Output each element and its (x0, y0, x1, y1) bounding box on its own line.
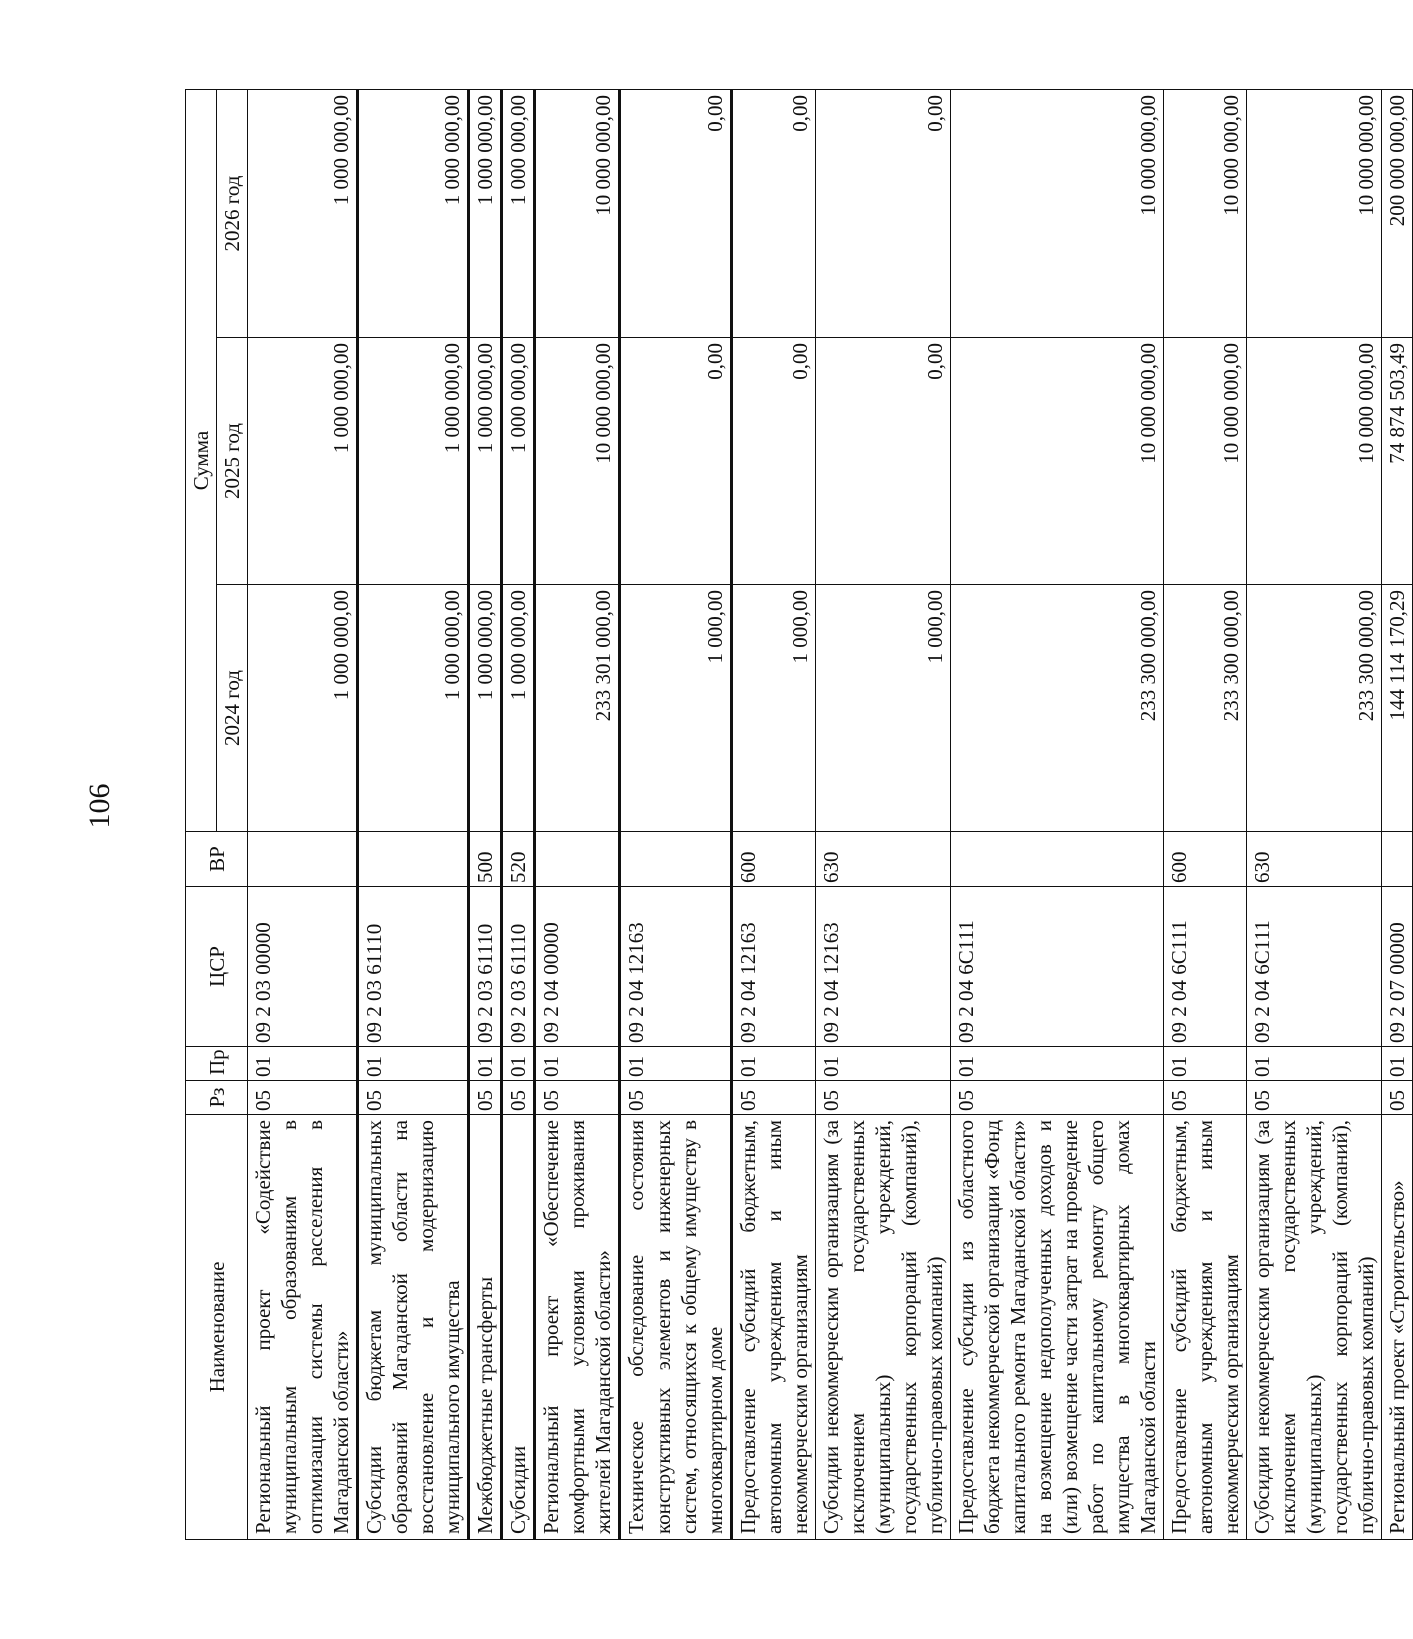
row-2025: 1 000 000,00 (358, 338, 469, 585)
row-vr: 500 (469, 832, 502, 887)
header-name: Наименование (186, 1115, 248, 1540)
row-rz: 05 (1247, 1081, 1382, 1115)
row-2024: 233 300 000,00 (1164, 585, 1247, 832)
row-2024: 144 114 170,29 (1382, 585, 1413, 832)
row-vr (358, 832, 469, 887)
row-csr: 09 2 04 12163 (620, 887, 731, 1047)
row-2024: 1 000,00 (731, 585, 815, 832)
row-name: Межбюджетные трансферты (469, 1115, 502, 1540)
row-csr: 09 2 04 6С111 (950, 887, 1163, 1047)
table-row (248, 89, 358, 1539)
row-pr: 01 (248, 1047, 358, 1081)
row-rz: 05 (469, 1081, 502, 1115)
page-number: 106 (83, 783, 116, 829)
table-row (1247, 89, 1382, 1539)
budget-table-container (185, 90, 1410, 1540)
row-rz: 05 (815, 1081, 950, 1115)
row-rz: 05 (731, 1081, 815, 1115)
row-csr: 09 2 04 00000 (535, 887, 620, 1047)
row-2026: 1 000 000,00 (469, 89, 502, 337)
row-pr: 01 (1247, 1047, 1382, 1081)
budget-table (185, 89, 1413, 1540)
row-2024: 1 000 000,00 (248, 585, 358, 832)
row-name: Субсидии некоммерческим организациям (за исключением государственных (муниципальных) учреждений, государственных корпораций (компаний), публично-правовых компаний) (815, 1115, 950, 1540)
row-2025: 10 000 000,00 (535, 338, 620, 585)
row-pr: 01 (815, 1047, 950, 1081)
row-2026: 0,00 (620, 89, 731, 337)
row-rz: 05 (535, 1081, 620, 1115)
row-vr: 630 (815, 832, 950, 887)
row-2024: 1 000 000,00 (358, 585, 469, 832)
row-csr: 09 2 03 61110 (469, 887, 502, 1047)
row-csr: 09 2 03 00000 (248, 887, 358, 1047)
row-2026: 1 000 000,00 (248, 89, 358, 337)
row-vr (950, 832, 1163, 887)
row-csr: 09 2 04 12163 (815, 887, 950, 1047)
row-pr: 01 (535, 1047, 620, 1081)
row-vr (248, 832, 358, 887)
row-2025: 10 000 000,00 (950, 338, 1163, 585)
row-2024: 233 301 000,00 (535, 585, 620, 832)
row-pr: 01 (620, 1047, 731, 1081)
row-2025: 1 000 000,00 (469, 338, 502, 585)
row-2025: 10 000 000,00 (1164, 338, 1247, 585)
row-rz: 05 (502, 1081, 535, 1115)
row-2024: 1 000 000,00 (502, 585, 535, 832)
row-2026: 10 000 000,00 (1164, 89, 1247, 337)
row-csr: 09 2 04 12163 (731, 887, 815, 1047)
row-2026: 200 000 000,00 (1382, 89, 1413, 337)
row-2025: 10 000 000,00 (1247, 338, 1382, 585)
table-row (815, 89, 950, 1539)
row-vr: 520 (502, 832, 535, 887)
row-2024: 1 000,00 (815, 585, 950, 832)
row-pr: 01 (731, 1047, 815, 1081)
row-vr: 630 (1247, 832, 1382, 887)
row-2026: 10 000 000,00 (950, 89, 1163, 337)
table-row (1382, 89, 1413, 1539)
row-name: Региональный проект «Содействие муниципальным образованиям в оптимизации системы расселения в Магаданской области» (248, 1115, 358, 1540)
row-vr (535, 832, 620, 887)
row-2026: 10 000 000,00 (535, 89, 620, 337)
row-2025: 1 000 000,00 (248, 338, 358, 585)
row-csr: 09 2 04 6С111 (1164, 887, 1247, 1047)
header-2024: 2024 год (217, 585, 248, 832)
row-2026: 1 000 000,00 (358, 89, 469, 337)
row-name: Субсидии (502, 1115, 535, 1540)
row-rz: 05 (358, 1081, 469, 1115)
row-vr (1382, 832, 1413, 887)
table-row (731, 89, 815, 1539)
row-name: Предоставление субсидий бюджетным, автономным учреждениям и иным некоммерческим организациям (731, 1115, 815, 1540)
row-2025: 0,00 (815, 338, 950, 585)
row-vr (620, 832, 731, 887)
row-csr: 09 2 07 00000 (1382, 887, 1413, 1047)
table-row (358, 89, 469, 1539)
table-row (620, 89, 731, 1539)
row-name: Предоставление субсидий бюджетным, автономным учреждениям и иным некоммерческим организациям (1164, 1115, 1247, 1540)
table-row (1164, 89, 1247, 1539)
row-pr: 01 (1382, 1047, 1413, 1081)
header-rz: Рз (186, 1081, 248, 1115)
row-2024: 233 300 000,00 (1247, 585, 1382, 832)
row-2025: 0,00 (731, 338, 815, 585)
header-csr: ЦСР (186, 887, 248, 1047)
row-2025: 1 000 000,00 (502, 338, 535, 585)
table-row (469, 89, 502, 1539)
row-name: Региональный проект «Строительство» (1382, 1115, 1413, 1540)
row-vr: 600 (731, 832, 815, 887)
row-pr: 01 (950, 1047, 1163, 1081)
row-csr: 09 2 03 61110 (502, 887, 535, 1047)
row-pr: 01 (1164, 1047, 1247, 1081)
row-2025: 0,00 (620, 338, 731, 585)
row-2026: 0,00 (731, 89, 815, 337)
row-rz: 05 (1164, 1081, 1247, 1115)
row-2024: 233 300 000,00 (950, 585, 1163, 832)
row-rz: 05 (950, 1081, 1163, 1115)
header-2025: 2025 год (217, 338, 248, 585)
row-name: Техническое обследование состояния конструктивных элементов и инженерных систем, относящихся к общему имуществу в многоквартирном доме (620, 1115, 731, 1540)
header-pr: Пр (186, 1047, 248, 1081)
row-rz: 05 (1382, 1081, 1413, 1115)
row-pr: 01 (358, 1047, 469, 1081)
row-vr: 600 (1164, 832, 1247, 887)
header-2026: 2026 год (217, 89, 248, 337)
row-2026: 10 000 000,00 (1247, 89, 1382, 337)
row-rz: 05 (620, 1081, 731, 1115)
table-row (535, 89, 620, 1539)
row-2024: 1 000,00 (620, 585, 731, 832)
header-vr: ВР (186, 832, 248, 887)
row-name: Субсидии некоммерческим организациям (за исключением государственных (муниципальных) учреждений, государственных корпораций (компаний), публично-правовых компаний) (1247, 1115, 1382, 1540)
row-2025: 74 874 503,49 (1382, 338, 1413, 585)
row-2026: 0,00 (815, 89, 950, 337)
table-row (502, 89, 535, 1539)
row-2026: 1 000 000,00 (502, 89, 535, 337)
row-name: Предоставление субсидии из областного бюджета некоммерческой организации «Фонд капитального ремонта Магаданской области» на возмещение недополученных доходов и (или) возмещение части затрат на проведение работ по капитальному ремонту общего имущества в многоквартирных домах Магаданской области (950, 1115, 1163, 1540)
row-pr: 01 (502, 1047, 535, 1081)
row-csr: 09 2 03 61110 (358, 887, 469, 1047)
table-row (950, 89, 1163, 1539)
row-pr: 01 (469, 1047, 502, 1081)
row-name: Региональный проект «Обеспечение комфортными условиями проживания жителей Магаданской области» (535, 1115, 620, 1540)
row-2024: 1 000 000,00 (469, 585, 502, 832)
row-csr: 09 2 04 6С111 (1247, 887, 1382, 1047)
header-sum: Сумма (186, 89, 217, 831)
row-rz: 05 (248, 1081, 358, 1115)
row-name: Субсидии бюджетам муниципальных образований Магаданской области на восстановление и модернизацию муниципального имущества (358, 1115, 469, 1540)
